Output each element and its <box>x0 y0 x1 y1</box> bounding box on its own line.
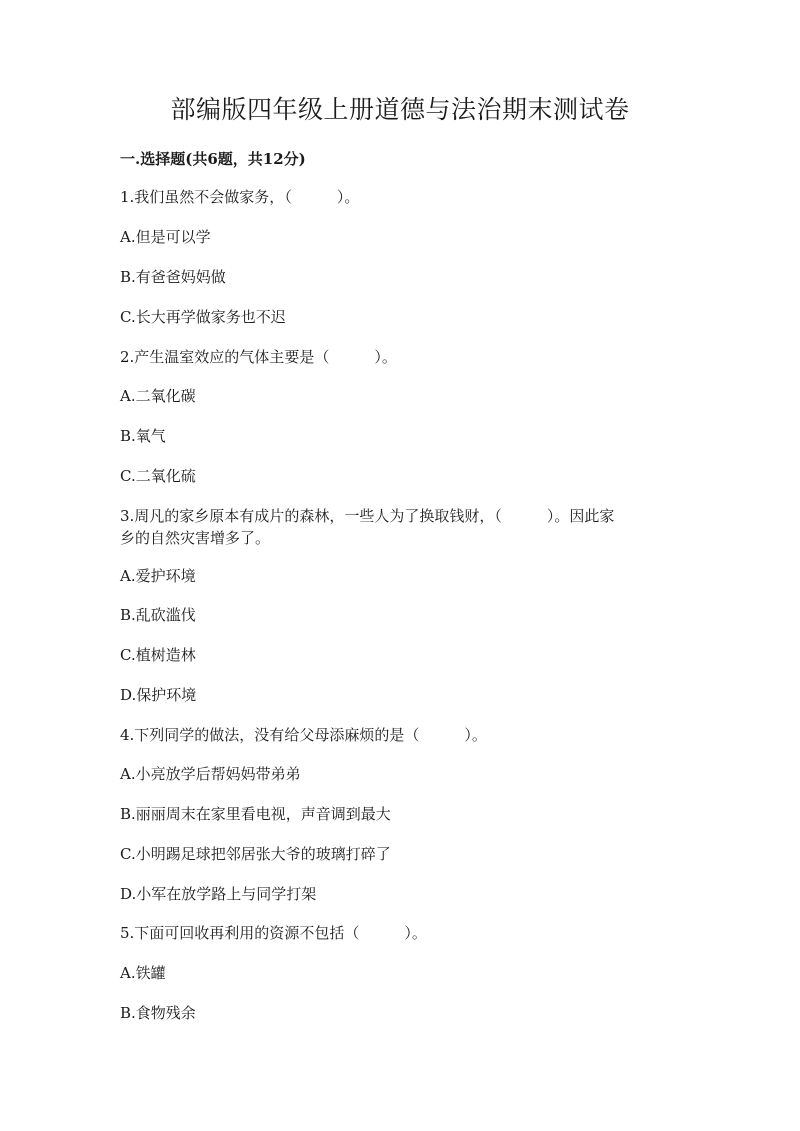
question-3-stem-line1: 3.周凡的家乡原本有成片的森林，一些人为了换取钱财，（ ）。因此家 <box>120 507 615 525</box>
question-3-option-d: D.保护环境 <box>120 686 197 704</box>
question-4-option-d: D.小军在放学路上与同学打架 <box>120 885 317 903</box>
page-title: 部编版四年级上册道德与法治期末测试卷 <box>170 95 630 124</box>
question-2-option-a: A.二氧化碳 <box>120 387 196 405</box>
question-1-option-a: A.但是可以学 <box>120 228 211 246</box>
question-4-option-b: B.丽丽周末在家里看电视，声音调到最大 <box>120 805 391 823</box>
question-5-stem: 5.下面可回收再利用的资源不包括（ ）。 <box>120 924 427 942</box>
question-2-option-b: B.氧气 <box>120 427 166 445</box>
question-4-option-c: C.小明踢足球把邻居张大爷的玻璃打碎了 <box>120 845 391 863</box>
question-2-stem: 2.产生温室效应的气体主要是（ ）。 <box>120 348 397 366</box>
question-2-option-c: C.二氧化硫 <box>120 467 196 485</box>
question-1-stem: 1.我们虽然不会做家务，（ ）。 <box>120 188 360 206</box>
question-5-option-a: A.铁罐 <box>120 964 166 982</box>
question-3-option-a: A.爱护环境 <box>120 567 196 585</box>
question-5-option-b: B.食物残余 <box>120 1004 196 1022</box>
question-3-stem-line2: 乡的自然灾害增多了。 <box>120 529 271 547</box>
section-heading: 一.选择题(共6题，共12分) <box>120 150 306 168</box>
question-4-option-a: A.小亮放学后帮妈妈带弟弟 <box>120 765 301 783</box>
question-1-option-c: C.长大再学做家务也不迟 <box>120 308 286 326</box>
question-1-option-b: B.有爸爸妈妈做 <box>120 268 226 286</box>
question-3-option-b: B.乱砍滥伐 <box>120 606 196 624</box>
question-3-option-c: C.植树造林 <box>120 646 196 664</box>
question-4-stem: 4.下列同学的做法，没有给父母添麻烦的是（ ）。 <box>120 726 487 744</box>
